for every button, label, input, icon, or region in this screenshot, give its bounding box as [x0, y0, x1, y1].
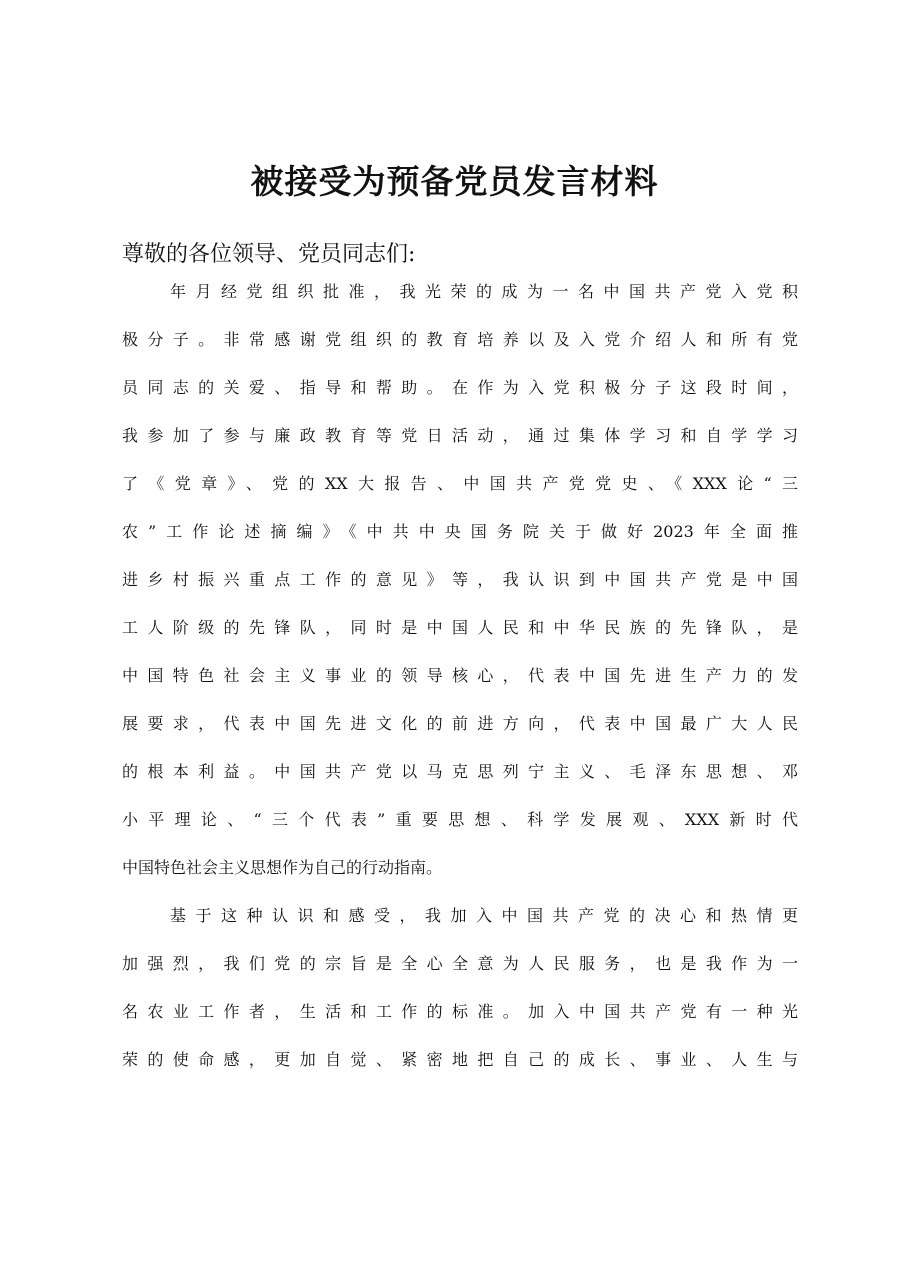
text-line: 我参加了参与廉政教育等党日活动，通过集体学习和自学学习	[122, 426, 798, 445]
document-body	[122, 231, 798, 1095]
text-line: 基于这种认识和感受，我加入中国共产党的决心和热情更	[170, 906, 798, 925]
text-line: 中国特色社会主义事业的领导核心，代表中国先进生产力的发	[122, 666, 798, 685]
text-line: 加强烈，我们党的宗旨是全心全意为人民服务，也是我作为一	[122, 954, 798, 973]
document-title: 被接受为预备党员发言材料	[250, 162, 659, 201]
text-line: 进乡村振兴重点工作的意见》等，我认识到中国共产党是中国	[122, 570, 798, 589]
text-line: 员同志的关爱、指导和帮助。在作为入党积极分子这段时间，	[122, 378, 798, 397]
text-line: 工人阶级的先锋队，同时是中国人民和中华民族的先锋队，是	[122, 618, 798, 637]
salutation: 尊敬的各位领导、党员同志们:	[122, 242, 416, 267]
paragraph-1	[122, 279, 798, 903]
text-line: 小平理论、“三个代表”重要思想、科学发展观、XXX新时代	[122, 810, 798, 829]
text-line: 年月经党组织批准，我光荣的成为一名中国共产党入党积	[170, 282, 798, 301]
text-line: 中国特色社会主义思想作为自己的行动指南。	[122, 858, 443, 877]
text-line: 农”工作论述摘编》《中共中央国务院关于做好2023年全面推	[122, 522, 798, 541]
text-line: 的根本利益。中国共产党以马克思列宁主义、毛泽东思想、邓	[122, 762, 798, 781]
text-line: 展要求，代表中国先进文化的前进方向，代表中国最广大人民	[122, 714, 798, 733]
text-line: 名农业工作者，生活和工作的标准。加入中国共产党有一种光	[122, 1002, 798, 1021]
text-line: 极分子。非常感谢党组织的教育培养以及入党介绍人和所有党	[122, 330, 798, 349]
text-line: 了《党章》、党的XX大报告、中国共产党党史、《XXX论“三	[122, 474, 798, 493]
text-line: 荣的使命感，更加自觉、紧密地把自己的成长、事业、人生与	[122, 1050, 798, 1069]
paragraph-2	[122, 903, 798, 1095]
